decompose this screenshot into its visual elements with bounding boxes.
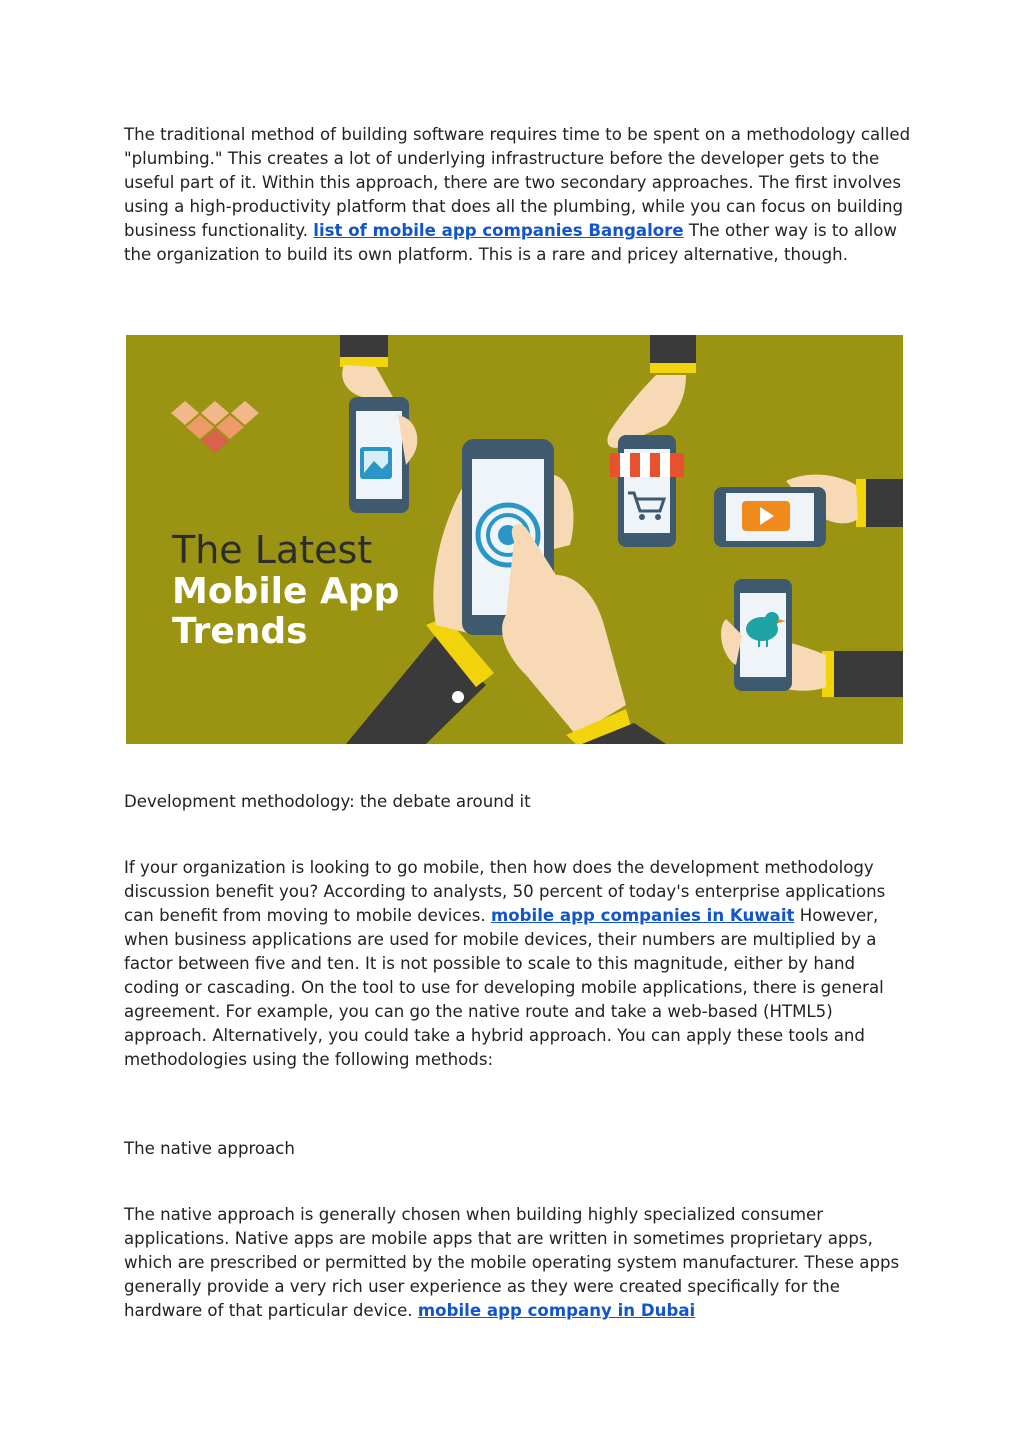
paragraph-native-approach [124, 1203, 914, 1323]
banner-image [126, 335, 903, 744]
paragraph-plumbing [124, 123, 914, 267]
paragraph-going-mobile [124, 856, 914, 1072]
image-icon [360, 447, 392, 479]
paragraph-text: The native approach is generally chosen when building highly specialized consumer applications. Native apps are mobile apps that are written in sometimes proprietary apps, which are prescribed or permitted by the mobile operating system manufacturer. These apps generally provide a very rich user experience as they were created specifically for the hardware of that particular device. [124, 1205, 900, 1320]
link-bangalore-companies[interactable]: list of mobile app companies Bangalore [313, 221, 684, 240]
play-icon [742, 501, 790, 531]
banner-title-line2: Mobile App [172, 571, 400, 612]
paragraph-text: However, when business applications are used for mobile devices, their numbers are multiplied by a factor between five and ten. It is not possible to scale to this magnitude, either by hand coding or cascading. On the tool to use for developing mobile applications, there is general agreement. For example, you can go the native route and take a web-based (HTML5) approach. Alternatively, you could take a hybrid approach. You can apply these tools and methodologies using the following methods: [124, 906, 884, 1069]
banner-title-line3: Trends [172, 611, 308, 652]
link-kuwait-companies[interactable]: mobile app companies in Kuwait [490, 906, 795, 925]
link-dubai-company[interactable]: mobile app company in Dubai [417, 1301, 696, 1320]
paragraph-text: If your organization is looking to go mobile, then how does the development methodology discussion benefit you? According to analysts, 50 percent of today's enterprise applications can benefit from moving to mobile devices. [124, 858, 886, 925]
paragraph-text: The other way is to allow the organization to build its own platform. This is a rare and pricey alternative, though. [124, 221, 897, 264]
paragraph-text: The traditional method of building software requires time to be spent on a methodology called "plumbing." This creates a lot of underlying infrastructure before the developer gets to the useful part of it. Within this approach, there are two secondary approaches. The first involves using a high-productivity platform that does all the plumbing, while you can focus on building business functionality. [124, 125, 911, 240]
banner-title-line1: The Latest [172, 528, 373, 572]
section-heading-native: The native approach [124, 1139, 295, 1158]
section-heading-methodology: Development methodology: the debate around it [124, 792, 531, 811]
